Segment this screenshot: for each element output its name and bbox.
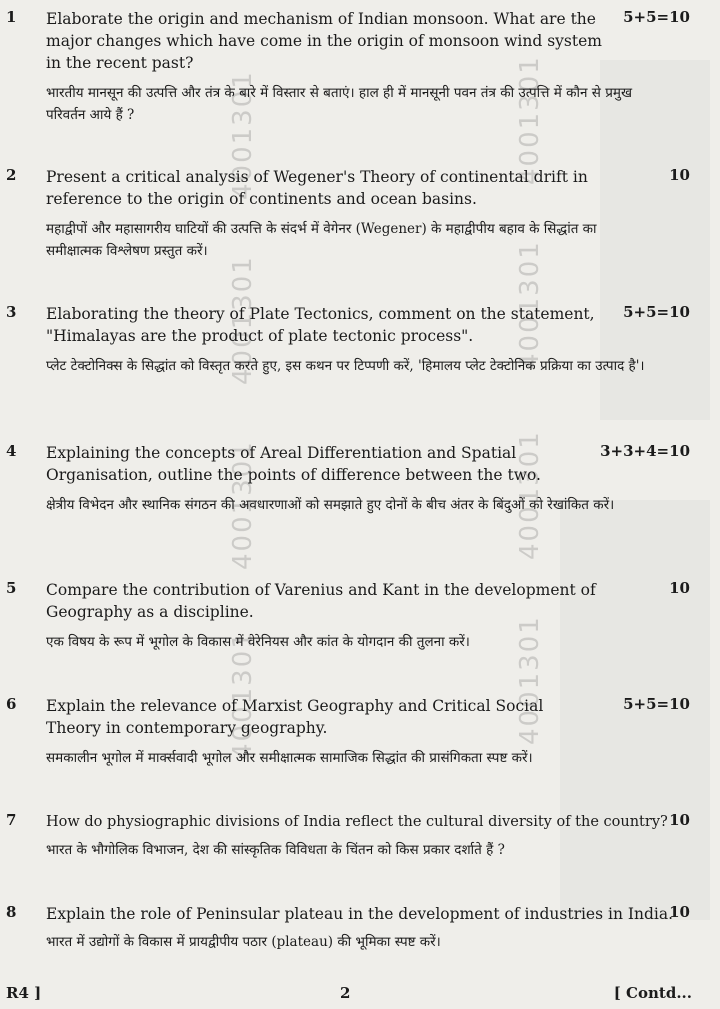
watermark-serial: 4001301 [515, 55, 545, 185]
question-marks: 10 [669, 166, 690, 184]
continued-label: [ Contd... [613, 984, 692, 1002]
question-marks: 10 [669, 811, 690, 829]
watermark-serial: 4001301 [228, 440, 258, 570]
question-text-hindi: महाद्वीपों और महासागरीय घाटियों की उत्पत्ति के संदर्भ में वेगेनर (Wegener) के महाद्वीपीय बहाव के सिद्धांत का समीक्षात्मक विश्लेषण प्रस्तुत करें। [46, 221, 597, 259]
question-number: 7 [6, 811, 17, 829]
question-text-english: Present a critical analysis of Wegener's Theory of continental drift in reference to the origin of continents and ocean basins. [46, 168, 588, 208]
question-text-hindi: भारत के भौगोलिक विभाजन, देश की सांस्कृतिक विविधता के चिंतन को किस प्रकार दर्शाते हैं ? [46, 842, 505, 858]
question-text-hindi: भारतीय मानसून की उत्पत्ति और तंत्र के बारे में विस्तार से बताएं। हाल ही में मानसूनी पवन तंत्र की उत्पत्ति में कौन से प्रमुख परिवर्तन आये हैं ? [46, 85, 633, 123]
question-number: 6 [6, 695, 17, 713]
question-number: 5 [6, 579, 17, 597]
footer-code: R4 ] [6, 984, 42, 1002]
question-number: 1 [6, 8, 17, 26]
watermark-serial: 4001301 [228, 630, 258, 760]
question-text-hindi: प्लेट टेक्टोनिक्स के सिद्धांत को विस्तृत करते हुए, इस कथन पर टिप्पणी करें, 'हिमालय प्लेट टेक्टोनिक प्रक्रिया का उत्पाद है'। [46, 358, 645, 374]
question-text-hindi: एक विषय के रूप में भूगोल के विकास में वेरेनियस और कांत के योगदान की तुलना करें। [46, 634, 470, 650]
question-text-english: Explaining the concepts of Areal Differentiation and Spatial Organisation, outline the points of difference between the two. [46, 444, 541, 484]
question-marks: 5+5=10 [623, 303, 690, 321]
question-text-english: Elaborate the origin and mechanism of Indian monsoon. What are the major changes which have come in the origin of monsoon wind system in the recent past? [46, 10, 602, 72]
question-marks: 10 [669, 903, 690, 921]
watermark-serial: 4001301 [228, 70, 258, 200]
page-number: 2 [340, 984, 351, 1002]
question-text-hindi: क्षेत्रीय विभेदन और स्थानिक संगठन की अवधारणाओं को समझाते हुए दोनों के बीच अंतर के बिंदुओं को रेखांकित करें। [46, 497, 615, 513]
watermark-serial: 4001301 [515, 240, 545, 370]
watermark-serial: 4001301 [515, 430, 545, 560]
question-text-hindi: समकालीन भूगोल में मार्क्सवादी भूगोल और समीक्षात्मक सामाजिक सिद्धांत की प्रासंगिकता स्पष्ट करें। [46, 750, 533, 766]
question-text-english: Explain the relevance of Marxist Geography and Critical Social Theory in contemporary geography. [46, 697, 544, 737]
question-number: 8 [6, 903, 17, 921]
question-number: 4 [6, 442, 17, 460]
watermark-serial: 4001301 [515, 615, 545, 745]
watermark-serial: 4001301 [228, 255, 258, 385]
question-text-english: How do physiographic divisions of India reflect the cultural diversity of the country? [46, 814, 668, 830]
question-number: 2 [6, 166, 17, 184]
question-text-english: Elaborating the theory of Plate Tectonics, comment on the statement, "Himalayas are the product of plate tectonic process". [46, 305, 595, 345]
question-marks: 10 [669, 579, 690, 597]
question-text-hindi: भारत में उद्योगों के विकास में प्रायद्वीपीय पठार (plateau) की भूमिका स्पष्ट करें। [46, 934, 441, 950]
question-marks: 5+5=10 [623, 695, 690, 713]
question-text-english: Explain the role of Peninsular plateau in the development of industries in India. [46, 905, 674, 923]
question-text-english: Compare the contribution of Varenius and Kant in the development of Geography as a discipline. [46, 581, 596, 621]
question-marks: 3+3+4=10 [600, 442, 690, 460]
question-number: 3 [6, 303, 17, 321]
question-marks: 5+5=10 [623, 8, 690, 26]
